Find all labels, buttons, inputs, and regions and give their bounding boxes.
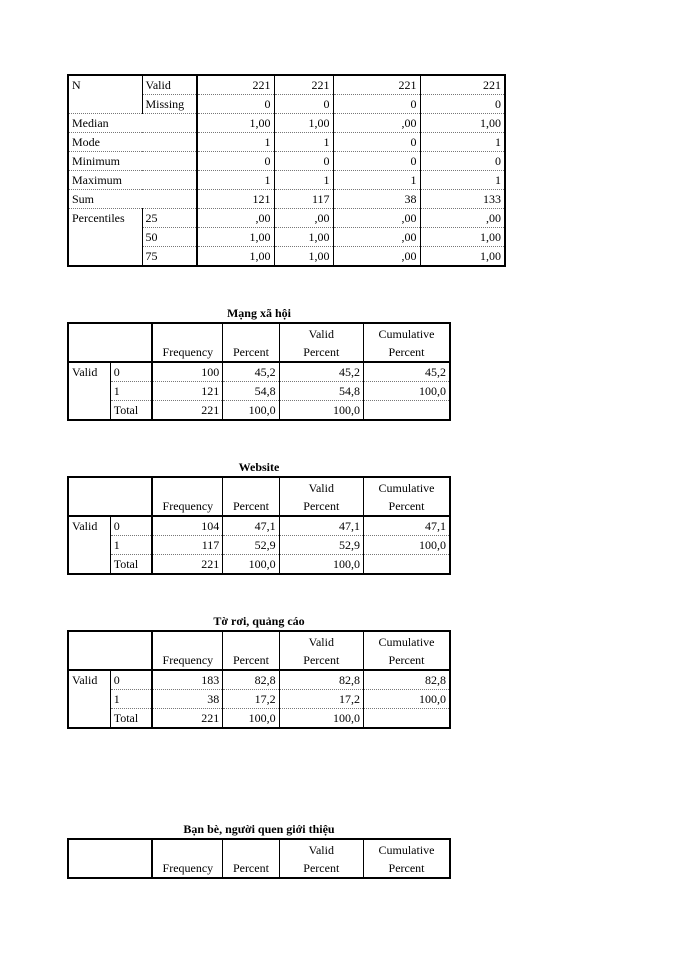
header-cumulative-line2: Percent — [388, 345, 425, 359]
stats-value: ,00 — [333, 247, 420, 267]
header-valid-percent — [279, 323, 363, 362]
header-cumulative-line1: Cumulative — [378, 481, 435, 495]
stats-value: 1,00 — [274, 247, 333, 267]
row-cumulative-percent — [364, 709, 450, 729]
stats-row — [68, 133, 505, 152]
row-frequency: 38 — [152, 690, 222, 709]
header-valid-percent — [279, 839, 363, 878]
header-blank — [68, 323, 152, 362]
row-percent: 82,8 — [223, 670, 279, 690]
table-row — [68, 382, 450, 401]
stats-row — [68, 95, 505, 114]
header-percent: Percent — [223, 631, 279, 670]
row-group-label: Valid — [72, 519, 98, 533]
stats-value: 0 — [197, 95, 274, 114]
stats-row — [68, 114, 505, 133]
header-percent: Percent — [223, 323, 279, 362]
table-row — [68, 690, 450, 709]
row-category: 1 — [110, 536, 152, 555]
table-row — [68, 362, 450, 382]
stats-value: 0 — [333, 133, 420, 152]
stats-row-label — [68, 95, 142, 114]
row-valid-percent: 54,8 — [279, 382, 363, 401]
header-cumulative-percent — [364, 839, 450, 878]
stats-row — [68, 75, 505, 95]
stats-row-label: Maximum — [68, 171, 197, 190]
table-row — [68, 516, 450, 536]
row-cumulative-percent: 100,0 — [364, 536, 450, 555]
stats-row-sublabel: 25 — [142, 209, 197, 228]
row-percent: 17,2 — [223, 690, 279, 709]
frequency-table-website — [67, 476, 451, 575]
stats-value: 1 — [420, 133, 505, 152]
header-blank — [68, 631, 152, 670]
header-valid-line1: Valid — [308, 481, 334, 495]
stats-value: ,00 — [274, 209, 333, 228]
stats-value: 117 — [274, 190, 333, 209]
row-category: 0 — [110, 362, 152, 382]
stats-value: ,00 — [197, 209, 274, 228]
header-row — [68, 839, 450, 878]
row-cumulative-percent: 45,2 — [364, 362, 450, 382]
stats-row — [68, 228, 505, 247]
stats-row-label — [68, 228, 142, 247]
header-valid-line2: Percent — [303, 345, 340, 359]
row-valid-percent: 100,0 — [279, 709, 363, 729]
row-cumulative-percent: 100,0 — [364, 382, 450, 401]
table-title-friends-referral: Bạn bè, người quen giới thiệu — [183, 822, 335, 836]
header-cumulative-percent — [364, 477, 450, 516]
stats-value: 0 — [197, 152, 274, 171]
table-row — [68, 401, 450, 421]
row-percent: 54,8 — [223, 382, 279, 401]
stats-value: 1,00 — [420, 228, 505, 247]
stats-value: ,00 — [333, 114, 420, 133]
stats-row-sublabel: 75 — [142, 247, 197, 267]
stats-value: 1,00 — [420, 114, 505, 133]
header-valid-line1: Valid — [308, 327, 334, 341]
stats-value: 1 — [274, 171, 333, 190]
stats-value: 1 — [274, 133, 333, 152]
stats-row-label: Minimum — [68, 152, 197, 171]
header-frequency: Frequency — [152, 323, 222, 362]
table-title-flyers-ads: Tờ rơi, quảng cáo — [213, 614, 305, 628]
stats-row — [68, 209, 505, 228]
header-blank — [68, 477, 152, 516]
row-cumulative-percent: 47,1 — [364, 516, 450, 536]
stats-value: 1 — [420, 171, 505, 190]
row-percent: 100,0 — [223, 401, 279, 421]
header-cumulative-line1: Cumulative — [378, 327, 435, 341]
stats-value: 221 — [274, 75, 333, 95]
stats-value: 0 — [274, 152, 333, 171]
stats-value: 1,00 — [197, 114, 274, 133]
row-valid-percent: 100,0 — [279, 555, 363, 575]
header-row — [68, 477, 450, 516]
stats-value: 221 — [197, 75, 274, 95]
header-cumulative-line1: Cumulative — [378, 843, 435, 857]
header-row — [68, 323, 450, 362]
header-cumulative-line2: Percent — [388, 861, 425, 875]
table-row — [68, 536, 450, 555]
header-percent: Percent — [223, 477, 279, 516]
stats-value: 221 — [333, 75, 420, 95]
stats-row — [68, 152, 505, 171]
stats-value: 1,00 — [197, 247, 274, 267]
stats-row — [68, 190, 505, 209]
stats-row-label: Percentiles — [68, 209, 142, 228]
table-title-social-network: Mạng xã hội — [226, 306, 291, 320]
table-title-website: Website — [238, 460, 280, 474]
stats-row-sublabel: 50 — [142, 228, 197, 247]
row-cumulative-percent: 82,8 — [364, 670, 450, 690]
row-frequency: 121 — [152, 382, 222, 401]
frequency-table-friends-referral — [67, 838, 451, 879]
header-cumulative-line2: Percent — [388, 653, 425, 667]
row-frequency: 183 — [152, 670, 222, 690]
row-percent: 52,9 — [223, 536, 279, 555]
header-blank — [68, 839, 152, 878]
header-valid-line2: Percent — [303, 499, 340, 513]
stats-value: 1,00 — [274, 228, 333, 247]
frequency-table-social-network — [67, 322, 451, 421]
header-valid-line1: Valid — [308, 843, 334, 857]
header-frequency: Frequency — [152, 477, 222, 516]
stats-value: 221 — [420, 75, 505, 95]
header-frequency: Frequency — [152, 839, 222, 878]
header-valid-line2: Percent — [303, 861, 340, 875]
row-cumulative-percent — [364, 555, 450, 575]
row-percent: 100,0 — [223, 555, 279, 575]
stats-value: 1,00 — [274, 114, 333, 133]
stats-value: 1 — [197, 133, 274, 152]
row-group-label: Valid — [72, 673, 98, 687]
frequency-table-flyers-ads — [67, 630, 451, 729]
header-frequency: Frequency — [152, 631, 222, 670]
stats-row-label: Mode — [68, 133, 197, 152]
row-cumulative-percent — [364, 401, 450, 421]
stats-value: 1 — [197, 171, 274, 190]
stats-value: 121 — [197, 190, 274, 209]
row-valid-percent: 52,9 — [279, 536, 363, 555]
stats-row — [68, 171, 505, 190]
row-category: Total — [110, 401, 152, 421]
stats-value: 1,00 — [420, 247, 505, 267]
row-valid-percent: 45,2 — [279, 362, 363, 382]
header-valid-percent — [279, 477, 363, 516]
statistics-table — [67, 74, 506, 267]
stats-value: 0 — [420, 95, 505, 114]
stats-value: 1,00 — [197, 228, 274, 247]
stats-value: 38 — [333, 190, 420, 209]
header-valid-percent — [279, 631, 363, 670]
row-percent: 45,2 — [223, 362, 279, 382]
stats-value: ,00 — [420, 209, 505, 228]
stats-row-sublabel: Missing — [142, 95, 197, 114]
stats-row-label: N — [72, 78, 81, 93]
header-cumulative-line1: Cumulative — [378, 635, 435, 649]
row-category: 1 — [110, 382, 152, 401]
row-group-label: Valid — [72, 365, 98, 379]
row-cumulative-percent: 100,0 — [364, 690, 450, 709]
row-valid-percent: 100,0 — [279, 401, 363, 421]
header-valid-line2: Percent — [303, 653, 340, 667]
row-category: Total — [110, 709, 152, 729]
stats-value: 0 — [333, 152, 420, 171]
stats-value: 133 — [420, 190, 505, 209]
row-percent: 47,1 — [223, 516, 279, 536]
stats-row-sublabel: Valid — [142, 75, 197, 95]
stats-value: ,00 — [333, 209, 420, 228]
stats-row — [68, 247, 505, 267]
row-valid-percent: 82,8 — [279, 670, 363, 690]
table-row — [68, 709, 450, 729]
table-row — [68, 555, 450, 575]
row-category: 1 — [110, 690, 152, 709]
stats-value: ,00 — [333, 228, 420, 247]
stats-value: 0 — [333, 95, 420, 114]
stats-value: 0 — [274, 95, 333, 114]
header-cumulative-percent — [364, 631, 450, 670]
row-category: Total — [110, 555, 152, 575]
row-frequency: 221 — [152, 709, 222, 729]
header-valid-line1: Valid — [308, 635, 334, 649]
header-cumulative-percent — [364, 323, 450, 362]
row-frequency: 104 — [152, 516, 222, 536]
table-row — [68, 670, 450, 690]
stats-row-label — [68, 247, 142, 267]
row-category: 0 — [110, 516, 152, 536]
row-frequency: 117 — [152, 536, 222, 555]
row-percent: 100,0 — [223, 709, 279, 729]
row-valid-percent: 47,1 — [279, 516, 363, 536]
stats-row-label: Median — [68, 114, 197, 133]
header-row — [68, 631, 450, 670]
stats-value: 0 — [420, 152, 505, 171]
header-cumulative-line2: Percent — [388, 499, 425, 513]
row-frequency: 100 — [152, 362, 222, 382]
row-category: 0 — [110, 670, 152, 690]
row-valid-percent: 17,2 — [279, 690, 363, 709]
stats-value: 1 — [333, 171, 420, 190]
row-frequency: 221 — [152, 555, 222, 575]
stats-row-label: Sum — [68, 190, 197, 209]
row-frequency: 221 — [152, 401, 222, 421]
header-percent: Percent — [223, 839, 279, 878]
